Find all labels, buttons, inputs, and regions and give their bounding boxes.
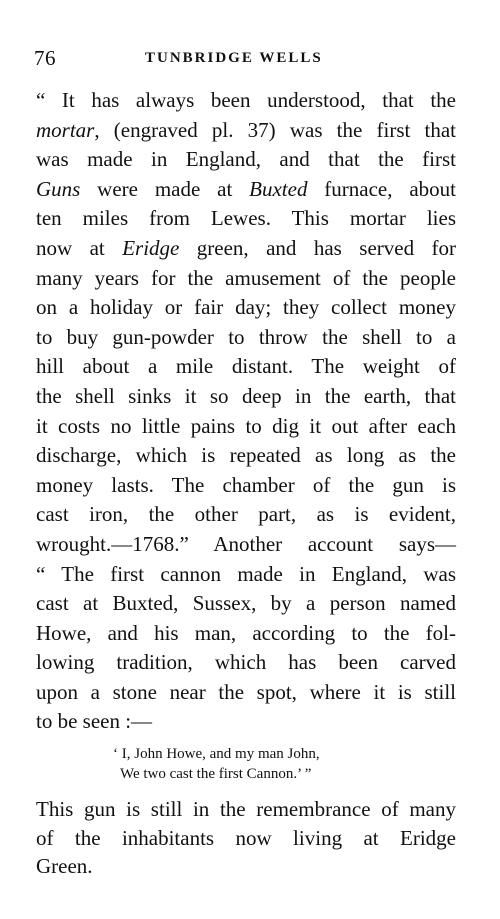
- text-line: upon a stone near the spot, where it is still: [36, 679, 456, 704]
- text-line: was made in England, and that the first: [36, 147, 456, 172]
- page-header: [30, 46, 460, 70]
- text-line: of the inhabitants now living at Eridge: [36, 825, 456, 850]
- text-line: Guns were made at Buxted furnace, about: [36, 176, 456, 201]
- text-line: to be seen :—: [36, 709, 153, 734]
- inscription-verse: [30, 744, 460, 784]
- text-line: This gun is still in the remembrance of many: [36, 797, 456, 821]
- text-line: cast at Buxted, Sussex, by a person named: [36, 591, 456, 616]
- text-line: “ It has always been understood, that the: [36, 88, 456, 112]
- verse-line: ‘ I, John Howe, and my man John,: [113, 746, 320, 762]
- text-line: on a holiday or fair day; they collect money: [36, 295, 456, 320]
- text-line: the shell sinks it so deep in the earth, that: [36, 383, 456, 408]
- text-line: to buy gun-powder to throw the shell to a: [36, 324, 456, 349]
- text-line: Howe, and his man, according to the fol-: [36, 620, 456, 645]
- text-line: discharge, which is repeated as long as the: [36, 443, 456, 468]
- text-line: Green.: [36, 854, 93, 878]
- text-line: wrought.—1768.” Another account says—: [36, 531, 456, 556]
- text-line: ten miles from Lewes. This mortar lies: [36, 206, 456, 231]
- book-page: [30, 0, 460, 919]
- text-line: it costs no little pains to dig it out after each: [36, 413, 456, 438]
- text-line: lowing tradition, which has been carved: [36, 650, 456, 675]
- running-head: TUNBRIDGE WELLS: [145, 50, 323, 66]
- text-line: hill about a mile distant. The weight of: [36, 354, 456, 379]
- text-line: now at Eridge green, and has served for: [36, 235, 456, 260]
- text-line: money lasts. The chamber of the gun is: [36, 472, 456, 497]
- text-line: cast iron, the other part, as is evident,: [36, 502, 456, 527]
- main-paragraph: [36, 86, 456, 737]
- text-line: many years for the amusement of the people: [36, 265, 456, 290]
- text-line: mortar, (engraved pl. 37) was the first that: [36, 117, 456, 142]
- page-number: 76: [34, 46, 56, 70]
- verse-line: We two cast the first Cannon.’ ”: [120, 766, 312, 782]
- closing-paragraph: [36, 795, 456, 881]
- text-line: “ The first cannon made in England, was: [36, 561, 456, 586]
